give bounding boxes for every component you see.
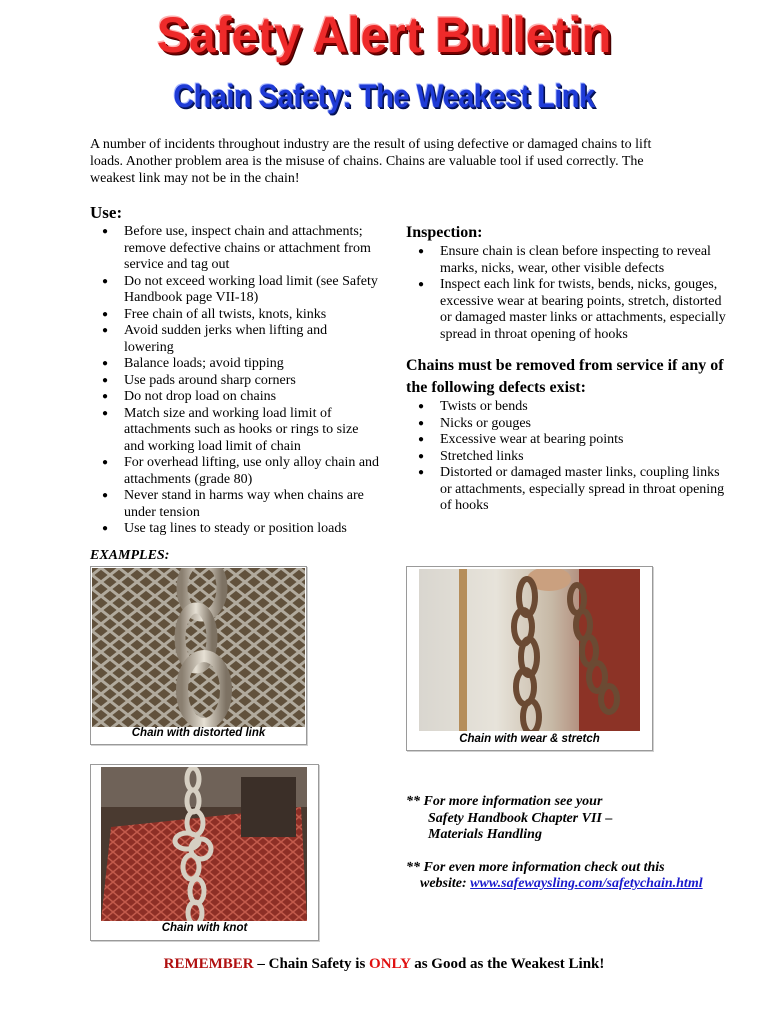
list-item	[90, 224, 380, 274]
list-item-text: Avoid sudden jerks when lifting and lowering	[124, 323, 328, 355]
bullet-icon: ●	[102, 275, 109, 287]
chain-distorted-image	[92, 568, 305, 727]
website-label: website:	[420, 876, 471, 891]
photo-wear-stretch	[406, 566, 653, 751]
inspection-heading: Inspection:	[406, 224, 483, 241]
bullet-icon: ●	[102, 407, 109, 419]
caption-distorted: Chain with distorted link	[131, 727, 266, 739]
list-item	[406, 449, 726, 466]
use-section	[90, 202, 380, 538]
bullet-icon: ●	[418, 434, 425, 445]
remember-footer	[0, 956, 768, 973]
more-info-line: Materials Handling	[428, 827, 542, 842]
list-item	[90, 323, 380, 356]
inspection-section	[406, 222, 726, 515]
bullet-icon: ●	[102, 457, 109, 468]
chain-wear-image	[419, 569, 640, 731]
remember-only: ONLY	[369, 956, 411, 972]
list-item-text: Never stand in harms way when chains are under tension	[124, 488, 364, 520]
bullet-icon: ●	[102, 391, 109, 402]
list-item	[90, 373, 380, 390]
use-list	[90, 224, 380, 538]
list-item-text: For overhead lifting, use only alloy chain and attachments (grade 80)	[124, 455, 380, 487]
list-item	[90, 455, 380, 488]
list-item	[406, 277, 726, 343]
list-item-text: Use pads around sharp corners	[124, 372, 296, 388]
list-item-text: Do not exceed working load limit (see Safety Handbook page VII-18)	[124, 273, 378, 305]
bullet-icon: ●	[418, 467, 425, 478]
bullet-icon: ●	[102, 226, 109, 237]
bullet-icon: ●	[102, 490, 109, 501]
list-item-text: Inspect each link for twists, bends, nicks, gouges, excessive wear at bearing points, stretch, distorted or damaged master links or attachments, especially spread in throat opening of hooks	[440, 277, 726, 342]
bullet-icon: ●	[418, 450, 425, 462]
list-item	[90, 274, 380, 307]
more-info-line: Safety Handbook Chapter VII –	[428, 810, 613, 826]
chain-wear-photo	[419, 569, 640, 731]
examples-label: EXAMPLES:	[90, 548, 170, 563]
list-item-text: Before use, inspect chain and attachments; remove defective chains or attachment from service and tag out	[124, 224, 371, 272]
caption-knot: Chain with knot	[161, 922, 248, 934]
more-info	[406, 794, 736, 893]
list-item	[90, 389, 380, 406]
more-info-website-line	[406, 876, 736, 893]
inspection-list	[406, 244, 726, 343]
list-item	[90, 521, 380, 538]
remember-word: REMEMBER	[163, 956, 254, 972]
list-item-text: Balance loads; avoid tipping	[124, 356, 284, 371]
list-item-text: Do not drop load on chains	[124, 389, 277, 404]
removal-heading: Chains must be removed from service if any of the following defects exist:	[406, 357, 724, 396]
bulletin-subtitle: Chain Safety: The Weakest Link	[173, 78, 595, 114]
bullet-icon: ●	[418, 417, 425, 429]
bullet-icon: ●	[102, 523, 109, 534]
list-item-text: Excessive wear at bearing points	[440, 432, 624, 447]
list-item-text: Use tag lines to steady or position loads	[124, 521, 347, 536]
list-item	[406, 432, 726, 449]
list-item-text: Free chain of all twists, knots, kinks	[124, 306, 327, 322]
safety-chain-link[interactable]: www.safewaysling.com/safetychain.html	[470, 876, 703, 891]
list-item	[406, 465, 726, 515]
remember-text-end: as Good as the Weakest Link!	[410, 956, 605, 972]
bulletin-title: Safety Alert Bulletin	[156, 7, 612, 64]
photo-knot	[90, 764, 319, 941]
list-item	[90, 307, 380, 324]
chain-knot-image	[101, 767, 307, 921]
use-heading: Use:	[90, 203, 123, 222]
bullet-icon: ●	[418, 401, 425, 412]
list-item-text: Match size and working load limit of attachments such as hooks or rings to size and working load limit of chain	[124, 405, 359, 454]
bullet-icon: ●	[418, 246, 425, 257]
list-item	[90, 356, 380, 373]
chain-knot-photo	[101, 767, 307, 921]
list-item-text: Distorted or damaged master links, coupling links or attachments, especially spread in throat opening of hooks	[440, 465, 725, 513]
caption-wear: Chain with wear & stretch	[459, 733, 600, 745]
bullet-icon: ●	[418, 279, 425, 290]
more-info-line: ** For even more information check out this	[406, 859, 665, 875]
list-item-text: Stretched links	[440, 448, 524, 464]
more-info-line: ** For more information see your	[406, 794, 603, 809]
list-item	[406, 399, 726, 416]
photo-distorted-link	[90, 566, 307, 745]
remember-text: – Chain Safety is	[253, 956, 370, 972]
list-item	[90, 406, 380, 456]
chain-distorted-photo	[92, 568, 305, 727]
list-item-text: Nicks or gouges	[440, 415, 531, 431]
removal-list	[406, 399, 726, 515]
list-item	[406, 416, 726, 433]
intro-paragraph: A number of incidents throughout industry are the result of using defective or damaged chains to lift loads. Another problem area is the misuse of chains. Chains are valuable tool if used correctly. The weakest link may not be in the chain!	[90, 137, 652, 186]
list-item	[406, 244, 726, 277]
bullet-icon: ●	[102, 325, 109, 336]
list-item-text: Ensure chain is clean before inspecting to reveal marks, nicks, wear, other visible defects	[440, 244, 711, 276]
list-item-text: Twists or bends	[440, 399, 528, 414]
bullet-icon: ●	[102, 308, 109, 320]
bullet-icon: ●	[102, 358, 109, 369]
bullet-icon: ●	[102, 374, 109, 386]
list-item	[90, 488, 380, 521]
